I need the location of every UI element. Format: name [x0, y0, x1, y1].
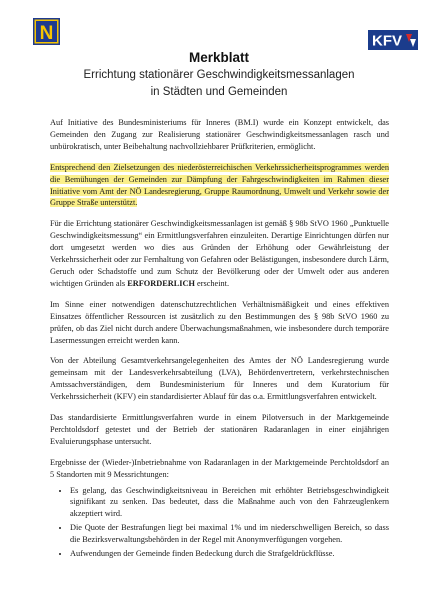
- paragraph-data-protection: Im Sinne einer notwendigen datenschutzrechtlichen Verhältnismäßigkeit und eines effektiven Einsatzes öffentlicher Ressourcen ist zusätzlich zu den Bestimmungen des § 98b StVO 1960 zu prüfen, ob das Ziel nicht durch andere Überwachungsmaßnahmen, wie insbesondere durch temporäre Lasermessungen erreicht werden kann.: [50, 299, 389, 345]
- noe-logo: [33, 18, 60, 45]
- paragraph-highlighted-container: [50, 162, 389, 210]
- page-subtitle-line1: Errichtung stationärer Geschwindigkeitsmessanlagen: [83, 69, 355, 81]
- page-subtitle-line2: in Städten und Gemeinden: [150, 86, 288, 98]
- results-list-item: • Aufwendungen der Gemeinde finden Bedeckung durch die Strafgeldrückflüsse.: [70, 548, 389, 560]
- document-body: [50, 117, 389, 562]
- results-list: [50, 485, 389, 560]
- paragraph-pilot: Das standardisierte Ermittlungsverfahren wurde in einem Pilotversuch in der Marktgemeinde Perchtoldsdorf getestet und der Betrieb der stationären Radaranlagen in einer einjährigen Evaluierungsphase untersucht.: [50, 413, 389, 446]
- results-list-item: • Die Quote der Bestrafungen liegt bei maximal 1% und im niederschwelligen Bereich, so dass die Bezirksverwaltungsbehörden in der Regel mit Anonymverfügungen vorgehen.: [70, 522, 389, 546]
- paragraph-results-intro: Ergebnisse der (Wieder-)Inbetriebnahme von Radaranlagen in der Marktgemeinde Perchtoldsdorf an 5 Standorten mit 9 Messrichtungen:: [50, 457, 389, 479]
- paragraph-legal-basis-emphasis: ERFORDERLICH: [127, 278, 195, 288]
- paragraph-intro: Auf Initiative des Bundesministeriums für Inneres (BM.I) wurde ein Konzept entwickelt, das Gemeinden den Zugang zur Realisierung stationärer Geschwindigkeitsmessanlagen rasch und unbürokratisch, unter Beibehaltung nachvollziehbarer Prüfkriterien, ermöglicht.: [50, 118, 389, 151]
- paragraph-legal-basis-start: Für die Errichtung stationärer Geschwindigkeitsmessanlagen ist gemäß § 98b StVO 1960 „Punktuelle Geschwindigkeitsmessung“ ein Ermittlungsverfahren einzuleiten. Derartige Einrichtungen dürfen nur dort umgesetzt werden wo dies aus Gründen der Erhöhung oder Gewährleistung der Verkehrssicherheit oder zur Fernhaltung von Gefahren oder Belästigungen, insbesondere durch Lärm, Geruch oder Schadstoffe und zum Schutz der Bevölkerung oder der Umwelt oder aus anderen wichtigen Gründen als: [50, 219, 389, 288]
- paragraph-legal-basis: [50, 218, 389, 289]
- paragraph-procedure: Von der Abteilung Gesamtverkehrsangelegenheiten des Amtes der NÖ Landesregierung wurde gemeinsam mit der Landesverkehrsabteilung (LVA), Behördenvertretern, verkehrstechnischen Amtssachverständigen, dem Bundesministerium für Inneres und dem Kuratorium für Verkehrssicherheit (KFV) ein standardisierter Ablauf für das o.a. Ermittlungsverfahren entwickelt.: [50, 356, 389, 402]
- page-title: Merkblatt: [188, 50, 249, 65]
- paragraph-legal-basis-end: erscheint.: [194, 278, 230, 288]
- kfv-logo: [368, 30, 418, 50]
- results-list-item: • Es gelang, das Geschwindigkeitsniveau in Bereichen mit erhöhter Betriebsgeschwindigkeit signifikant zu senken. Das bedeutet, dass die Maßnahme auch von den Fahrzeuglenkern akzeptiert wird.: [70, 485, 389, 521]
- noe-logo-letter: N: [39, 23, 54, 44]
- kfv-logo-text: KFV: [372, 32, 402, 50]
- paragraph-highlighted: Entsprechend den Zielsetzungen des niederösterreichischen Verkehrssicherheitsprogrammes werden die Bemühungen der Gemeinden zur Dämpfung der Fahrgeschwindigkeiten im Rahmen dieser Initiative vom Amt der NÖ Landesregierung, Gruppe Raumordnung, Umwelt und Verkehr sowie der Gruppe Straße unterstützt.: [50, 162, 389, 208]
